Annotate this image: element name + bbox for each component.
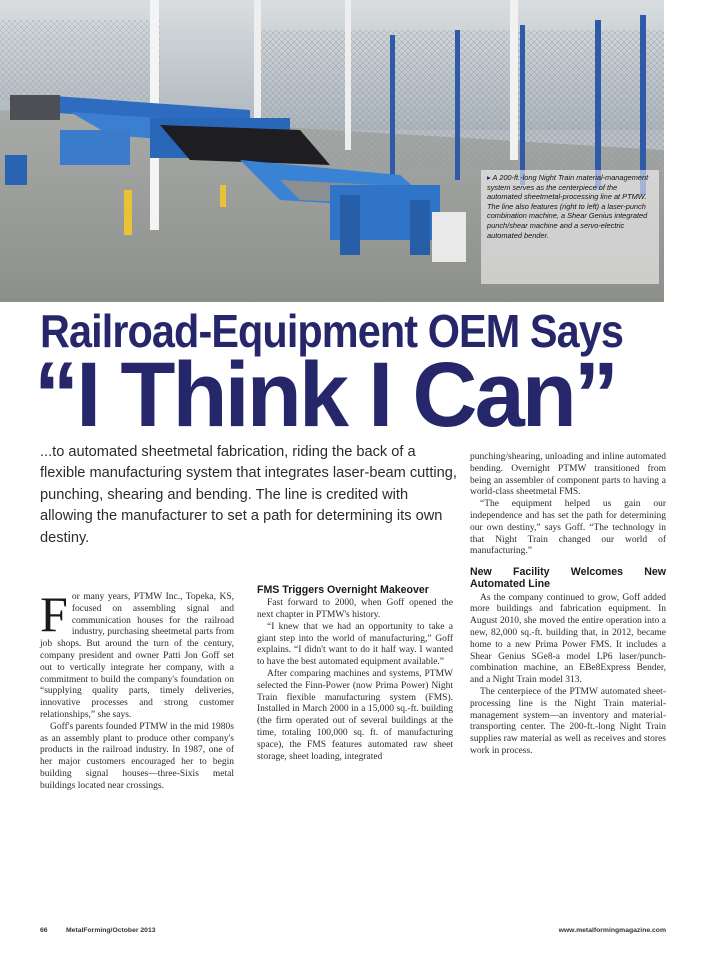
column-1-paragraph-1-text: or many years, PTMW Inc., Topeka, KS, focused on assembling signal and communication houses for the railroad industry, purchasing sheetmetal parts from job shops. But around the turn of the century, company president and owner Patti Jon Goff set out to vertically integrate her company, with a commitment to build the company's foundation on “supplying quality parts, timely deliveries, innovative processes and strong customer relationships,” she says. [40,592,234,720]
column-1-paragraph-1 [40,586,234,722]
article-deck: ...to automated sheetmetal fabrication, riding the back of a flexible manufacturing system that integrates laser-beam cutting, punching, shearing and bending. The line is credited with allowing the manufacturer to set a path for determining its own destiny. [40,444,457,546]
column-2-paragraph-1: Fast forward to 2000, when Goff opened the next chapter in PTMW's history. [257,598,453,620]
caption-text: A 200-ft.-long Night Train material-management system serves as the centerpiece of the automated sheetmetal-processing line at PTMW. The line also features (right to left) a laser-punch combination machine, a Shear Genius integrated punch/shear machine and a servo-electric automated bender. [487,173,649,240]
photo-caption [481,170,659,284]
article-column-2 [257,584,453,763]
column-3-paragraph-3: As the company continued to grow, Goff added more buildings and fabrication equipment. In August 2010, she moved the entire operation into a new, 82,000 sq.-ft. building that, in 2012, became home to a new Prima Power FMS. It includes a Shear Genius SGe8-a model LP6 laser/punch-combination machine, an EBe8Express Bender, and a Night Train model 313. [470,592,666,686]
column-3-paragraph-4: The centerpiece of the PTMW automated sheet-processing line is the Night Train material-management system—an inventory and material-transporting center. The 200-ft.-long Night Train supplies raw material as well as receives and stores work in process. [470,686,666,756]
page-footer [40,927,666,939]
subhead-new-facility: New Facility Welcomes New Automated Line [470,566,666,591]
column-3-paragraph-1: punching/shearing, unloading and inline automated bending. Overnight PTMW transitioned from being an assembler of component parts to having a world-class sheetmetal FMS. [470,452,666,498]
column-1-paragraph-2: Goff's parents founded PTMW in the mid 1980s as an assembly plant to produce other company's products in the railroad industry. In 1987, one of her major customers encouraged her to begin building signal houses—three-Sixis metal buildings located near crossings. [40,721,234,791]
headline-line-2: “I Think I Can” [34,344,617,446]
column-2-paragraph-3: After comparing machines and systems, PTMW selected the Finn-Power (now Prima Power) Night Train flexible manufacturing system (FMS). Installed in March 2000 in a 15,000 sq.-ft. building (the firm operated out of several buildings at the time, totaling 100,000 sq. ft. of manufacturing space), the FMS features automated raw sheet storage, sheet loading, integrated [257,668,453,762]
headline-line-1: Railroad-Equipment OEM Says [40,305,624,357]
article-column-3 [470,452,666,758]
magazine-issue: MetalForming/October 2013 [66,927,156,934]
drop-cap: F [40,586,68,642]
column-2-paragraph-2: “I knew that we had an opportunity to take a giant step into the world of manufacturing,” Goff explains. “I didn't want to do it half way. I wanted to have the best automated equipment available.” [257,621,453,668]
magazine-url[interactable]: www.metalformingmagazine.com [558,927,666,934]
page-number: 66 [40,927,48,934]
factory-photo [0,0,664,302]
column-3-paragraph-2: “The equipment helped us gain our independence and has set the path for determining our own destiny,” says Goff. “The technology in that Night Train changed our world of manufacturing.” [470,499,666,557]
article-column-1 [40,586,234,793]
caption-bullet-icon: ▸ [487,173,491,182]
subhead-fms-triggers: FMS Triggers Overnight Makeover [257,584,429,596]
